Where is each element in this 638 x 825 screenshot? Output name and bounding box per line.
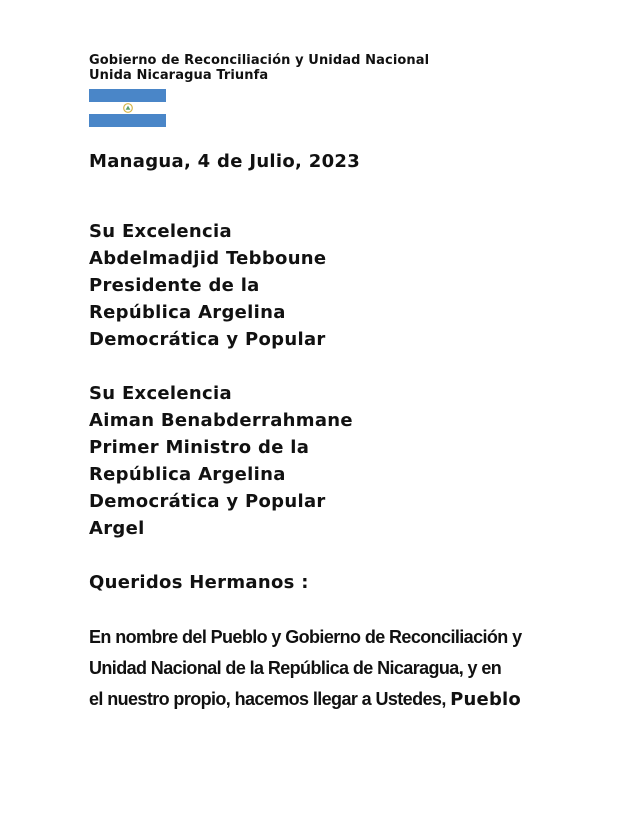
header-line-government: Gobierno de Reconciliación y Unidad Nacional	[89, 53, 430, 68]
addressee-line: Su Excelencia	[89, 221, 232, 242]
salutation: Queridos Hermanos :	[89, 572, 309, 593]
addressee-line: República Argelina	[89, 464, 286, 485]
government-header	[89, 53, 429, 83]
addressee-line: Democrática y Popular	[89, 329, 326, 350]
flag-middle-band	[89, 102, 166, 115]
addressee-prime-minister	[89, 380, 353, 542]
letter-date: Managua, 4 de Julio, 2023	[89, 151, 361, 172]
addressee-president	[89, 218, 326, 353]
body-line-main: el nuestro propio, hacemos llegar a Ustedes,	[89, 689, 446, 709]
body-line: Unidad Nacional de la República de Nicaragua, y en	[89, 658, 502, 678]
flag-top-band	[89, 89, 166, 102]
letter-body	[89, 622, 559, 715]
body-line-tail: Pueblo	[450, 689, 521, 710]
body-line: En nombre del Pueblo y Gobierno de Reconciliación y	[89, 627, 522, 647]
nicaragua-coat-of-arms-icon	[123, 103, 133, 113]
addressee-line: Presidente de la	[89, 275, 260, 296]
addressee-line: Primer Ministro de la	[89, 437, 310, 458]
addressee-line: Democrática y Popular	[89, 491, 326, 512]
addressee-line: República Argelina	[89, 302, 286, 323]
nicaragua-flag-icon	[89, 89, 166, 127]
header-line-motto: Unida Nicaragua Triunfa	[89, 68, 269, 83]
addressee-line: Abdelmadjid Tebboune	[89, 248, 327, 269]
addressee-line: Aiman Benabderrahmane	[89, 410, 353, 431]
addressee-line: Su Excelencia	[89, 383, 232, 404]
addressee-line: Argel	[89, 518, 145, 539]
flag-bottom-band	[89, 114, 166, 127]
body-line	[89, 684, 559, 715]
